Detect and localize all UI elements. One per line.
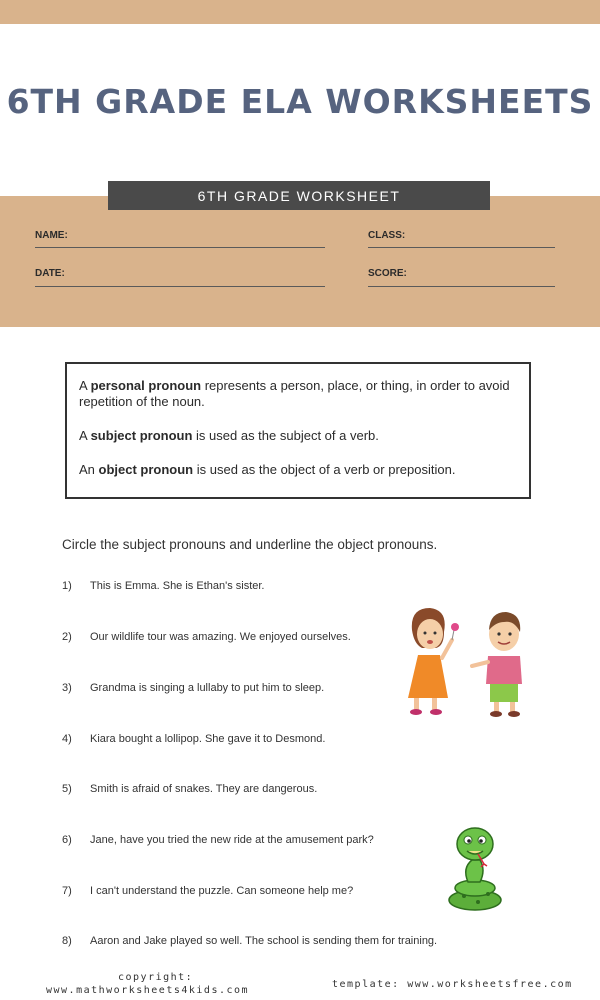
question-number: 4): [62, 733, 72, 745]
term-object-pronoun: object pronoun: [98, 462, 194, 477]
boy-figure: [472, 612, 522, 717]
name-field-line[interactable]: [35, 247, 325, 248]
definition-personal-pronoun: A personal pronoun represents a person, place, or thing, in order to avoid repetition of the noun.: [79, 378, 510, 409]
name-field-label: NAME:: [35, 230, 68, 241]
question-number: 8): [62, 935, 72, 947]
instruction-text: Circle the subject pronouns and underline the object pronouns.: [62, 537, 438, 552]
question-text: Our wildlife tour was amazing. We enjoyed ourselves.: [90, 631, 351, 643]
worksheet-label: 6TH GRADE WORKSHEET: [108, 181, 490, 210]
term-subject-pronoun: subject pronoun: [90, 428, 193, 443]
copyright-label: copyright:: [118, 972, 194, 983]
definition-object-pronoun: An object pronoun is used as the object of a verb or preposition.: [79, 462, 456, 477]
class-field-line[interactable]: [368, 247, 555, 248]
question-text: Smith is afraid of snakes. They are dangerous.: [90, 783, 318, 795]
definition-subject-pronoun: A subject pronoun is used as the subject of a verb.: [79, 428, 379, 443]
question-number: 7): [62, 885, 72, 897]
question-text: This is Emma. She is Ethan's sister.: [90, 580, 265, 592]
top-decorative-strip: [0, 0, 600, 24]
question-number: 2): [62, 631, 72, 643]
question-text: Grandma is singing a lullaby to put him to sleep.: [90, 682, 325, 694]
score-field-label: SCORE:: [368, 268, 407, 279]
header-info-band: [0, 196, 600, 327]
question-number: 5): [62, 783, 72, 795]
question-number: 3): [62, 682, 72, 694]
template-credit: template: www.worksheetsfree.com: [332, 979, 573, 990]
kids-illustration: [400, 600, 545, 725]
question-number: 6): [62, 834, 72, 846]
question-text: Jane, have you tried the new ride at the amusement park?: [90, 834, 374, 846]
snake-illustration: [440, 820, 510, 915]
date-field-label: DATE:: [35, 268, 65, 279]
definition-box: [65, 362, 531, 499]
question-text: Kiara bought a lollipop. She gave it to Desmond.: [90, 733, 326, 745]
question-number: 1): [62, 580, 72, 592]
question-text: I can't understand the puzzle. Can someone help me?: [90, 885, 354, 897]
class-field-label: CLASS:: [368, 230, 406, 241]
date-field-line[interactable]: [35, 286, 325, 287]
score-field-line[interactable]: [368, 286, 555, 287]
question-text: Aaron and Jake played so well. The school is sending them for training.: [90, 935, 438, 947]
page-title: 6TH GRADE ELA WORKSHEETS: [6, 82, 594, 121]
copyright-site: www.mathworksheets4kids.com: [46, 985, 250, 996]
girl-figure: [408, 608, 459, 715]
term-personal-pronoun: personal pronoun: [90, 378, 202, 393]
